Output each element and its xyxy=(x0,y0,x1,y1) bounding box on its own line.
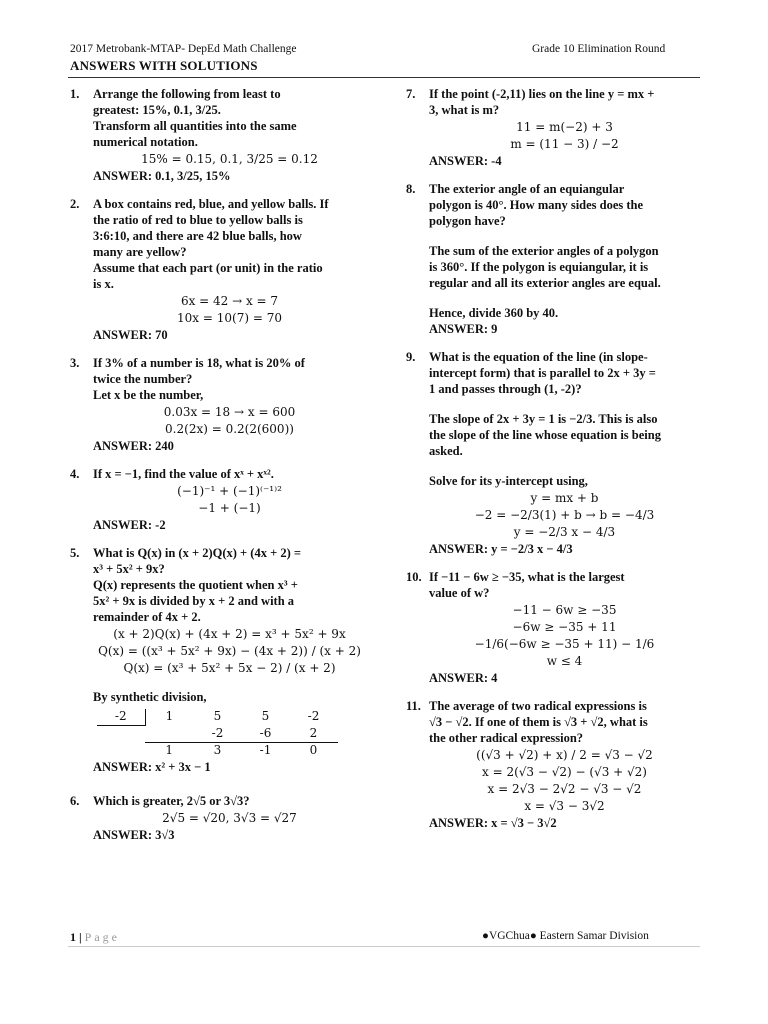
synth-cell: -6 xyxy=(242,726,290,743)
question-6 xyxy=(70,793,366,843)
solution-text: Assume that each part (or unit) in the ratio xyxy=(93,261,323,275)
question-text: If −11 − 6w ≥ −35, what is the largest xyxy=(429,570,625,584)
question-text: Arrange the following from least to xyxy=(93,87,281,101)
question-text: If 3% of a number is 18, what is 20% of xyxy=(93,356,305,370)
equation: x = 2√3 − 2√2 − √3 − √2 xyxy=(487,782,642,796)
solution-text: 5x² + 9x is divided by x + 2 and with a xyxy=(93,594,295,608)
answer: ANSWER: 240 xyxy=(93,439,174,453)
solution-text: Hence, divide 360 by 40. xyxy=(429,306,559,320)
solution-text: is 360°. If the polygon is equiangular, it is xyxy=(429,260,649,274)
page-number xyxy=(70,930,120,945)
question-text: x³ + 5x² + 9x? xyxy=(93,562,165,576)
equation: (x + 2)Q(x) + (4x + 2) = x³ + 5x² + 9x xyxy=(113,627,346,641)
question-text: Which is greater, 2√5 or 3√3? xyxy=(93,793,250,808)
equation: Q(x) = ((x³ + 5x² + 9x) − (4x + 2)) / (x + 2) xyxy=(98,644,361,658)
synth-blank xyxy=(97,742,145,759)
equation: 11 = m(−2) + 3 xyxy=(516,120,613,134)
solution-text: Let x be the number, xyxy=(93,388,204,402)
question-number: 10. xyxy=(406,570,422,584)
solution-text: The slope of 2x + 3y = 1 is −2/3. This is also xyxy=(429,412,658,426)
question-text: If x = −1, find the value of xˣ + xˣ². xyxy=(93,467,274,481)
question-8 xyxy=(406,181,700,337)
synth-cell: 0 xyxy=(309,742,318,757)
solution-text: Q(x) represents the quotient when x³ + xyxy=(93,578,298,592)
question-number: 4. xyxy=(70,467,80,481)
question-7 xyxy=(406,86,700,169)
equation: w ≤ 4 xyxy=(546,654,583,668)
answer: ANSWER: 9 xyxy=(429,322,498,336)
synth-cell: -2 xyxy=(194,726,242,743)
answer: ANSWER: 3√3 xyxy=(93,827,175,842)
spacer xyxy=(429,459,700,473)
question-number: 8. xyxy=(406,182,416,196)
question-text: The average of two radical expressions is xyxy=(429,699,647,713)
answer: ANSWER: 70 xyxy=(93,328,168,342)
synth-cell: 1 xyxy=(165,709,174,724)
question-11 xyxy=(406,698,700,831)
question-text: What is Q(x) in (x + 2)Q(x) + (4x + 2) = xyxy=(93,546,301,560)
equation: 15% = 0.15, 0.1, 3/25 = 0.12 xyxy=(141,152,318,166)
equation: x = 2(√3 − √2) − (√3 + √2) xyxy=(482,765,647,779)
equation: −6w ≥ −35 + 11 xyxy=(512,620,617,634)
question-text: √3 − √2. If one of them is √3 + √2, what is xyxy=(429,715,648,729)
solution-text: the slope of the line whose equation is being xyxy=(429,428,661,442)
solution-text: is x. xyxy=(93,277,114,291)
question-9 xyxy=(406,349,700,557)
question-1 xyxy=(70,86,366,184)
synth-cell xyxy=(145,726,194,743)
answer: ANSWER: -4 xyxy=(429,154,502,168)
question-number: 7. xyxy=(406,87,416,101)
solution-text: The sum of the exterior angles of a polygon xyxy=(429,244,659,258)
synth-root: -2 xyxy=(97,709,145,726)
right-column xyxy=(406,86,700,843)
footer-credit: ●VGChua● Eastern Samar Division xyxy=(482,930,649,942)
answer: ANSWER: y = −2/3 x − 4/3 xyxy=(429,542,573,556)
equation: (−1)⁻¹ + (−1)⁽⁻¹⁾² xyxy=(177,484,282,498)
synthetic-division-table xyxy=(97,709,338,759)
question-text: 3, what is m? xyxy=(429,103,500,117)
equation: 6x = 42 → x = 7 xyxy=(180,294,279,308)
synth-cell: -2 xyxy=(307,709,320,724)
spacer xyxy=(429,229,700,243)
question-text: value of w? xyxy=(429,586,490,600)
equation: ((√3 + √2) + x) / 2 = √3 − √2 xyxy=(476,748,653,762)
question-number: 1. xyxy=(70,87,80,101)
equation: 2√5 = √20, 3√3 = √27 xyxy=(162,810,297,825)
synth-cell: -1 xyxy=(259,742,272,757)
question-text: the ratio of red to blue to yellow balls is xyxy=(93,213,303,227)
answer: ANSWER: x = √3 − 3√2 xyxy=(429,816,557,830)
solution-text: regular and all its exterior angles are equal. xyxy=(429,276,661,290)
page-number-value: 1 | xyxy=(70,930,82,944)
spacer xyxy=(93,677,366,689)
header-left: 2017 Metrobank-MTAP- DepEd Math Challenge xyxy=(70,43,297,55)
equation: y = mx + b xyxy=(530,491,599,505)
synthetic-division xyxy=(93,709,366,759)
answer: ANSWER: 4 xyxy=(429,671,498,685)
answer: ANSWER: x² + 3x − 1 xyxy=(93,759,211,774)
spacer xyxy=(429,291,700,305)
question-3 xyxy=(70,355,366,454)
solution-text: remainder of 4x + 2. xyxy=(93,610,201,624)
question-number: 3. xyxy=(70,356,80,370)
question-text: A box contains red, blue, and yellow balls. If xyxy=(93,197,329,211)
solution-text: By synthetic division, xyxy=(93,690,207,704)
equation: 10x = 10(7) = 70 xyxy=(177,311,282,325)
equation: 0.03x = 18 → x = 600 xyxy=(163,405,296,419)
question-number: 11. xyxy=(406,699,421,713)
header-right: Grade 10 Elimination Round xyxy=(532,43,666,55)
question-text: If the point (-2,11) lies on the line y = mx + xyxy=(429,87,655,101)
solution-text: asked. xyxy=(429,444,463,458)
equation: x = √3 − 3√2 xyxy=(524,799,605,813)
question-number: 5. xyxy=(70,546,80,560)
question-5 xyxy=(70,545,366,775)
solution-text: Transform all quantities into the same xyxy=(93,119,297,133)
equation: m = (11 − 3) / −2 xyxy=(510,137,619,151)
question-text: many are yellow? xyxy=(93,245,187,259)
equation: −1 + (−1) xyxy=(198,501,261,515)
question-10 xyxy=(406,569,700,686)
page-title: ANSWERS WITH SOLUTIONS xyxy=(70,58,258,73)
synth-cell: 5 xyxy=(261,709,270,724)
question-text: polygon have? xyxy=(429,214,506,228)
equation: 0.2(2x) = 0.2(2(600)) xyxy=(165,422,294,436)
synth-cell: 1 xyxy=(165,742,174,757)
equation: y = −2/3 x − 4/3 xyxy=(513,525,616,539)
question-4 xyxy=(70,466,366,533)
synth-cell: 5 xyxy=(213,709,222,724)
question-number: 9. xyxy=(406,350,416,364)
question-text: 1 and passes through (1, -2)? xyxy=(429,382,582,396)
answer: ANSWER: 0.1, 3/25, 15% xyxy=(93,169,231,183)
synth-cell: 3 xyxy=(213,742,222,757)
equation: −2 = −2/3(1) + b → b = −4/3 xyxy=(474,508,655,522)
solution-text: Solve for its y-intercept using, xyxy=(429,474,588,488)
header-divider xyxy=(68,77,700,78)
spacer xyxy=(429,397,700,411)
question-text: The exterior angle of an equiangular xyxy=(429,182,625,196)
question-text: polygon is 40°. How many sides does the xyxy=(429,198,644,212)
question-2 xyxy=(70,196,366,343)
equation: −1/6(−6w ≥ −35 + 11) − 1/6 xyxy=(474,637,655,651)
footer-divider xyxy=(68,946,700,947)
solution-text: numerical notation. xyxy=(93,135,198,149)
synth-cell: 2 xyxy=(290,726,338,743)
synth-blank xyxy=(97,726,145,743)
question-text: 3:6:10, and there are 42 blue balls, how xyxy=(93,229,302,243)
question-text: the other radical expression? xyxy=(429,731,584,745)
equation: Q(x) = (x³ + 5x² + 5x − 2) / (x + 2) xyxy=(123,661,336,675)
question-number: 2. xyxy=(70,197,80,211)
page-word: Page xyxy=(84,930,120,944)
question-text: greatest: 15%, 0.1, 3/25. xyxy=(93,103,221,117)
equation: −11 − 6w ≥ −35 xyxy=(512,603,617,617)
left-column xyxy=(70,86,366,855)
answer: ANSWER: -2 xyxy=(93,518,166,532)
question-text: intercept form) that is parallel to 2x + 3y = xyxy=(429,366,656,380)
question-number: 6. xyxy=(70,793,80,808)
question-text: twice the number? xyxy=(93,372,193,386)
question-text: What is the equation of the line (in slope- xyxy=(429,350,648,364)
